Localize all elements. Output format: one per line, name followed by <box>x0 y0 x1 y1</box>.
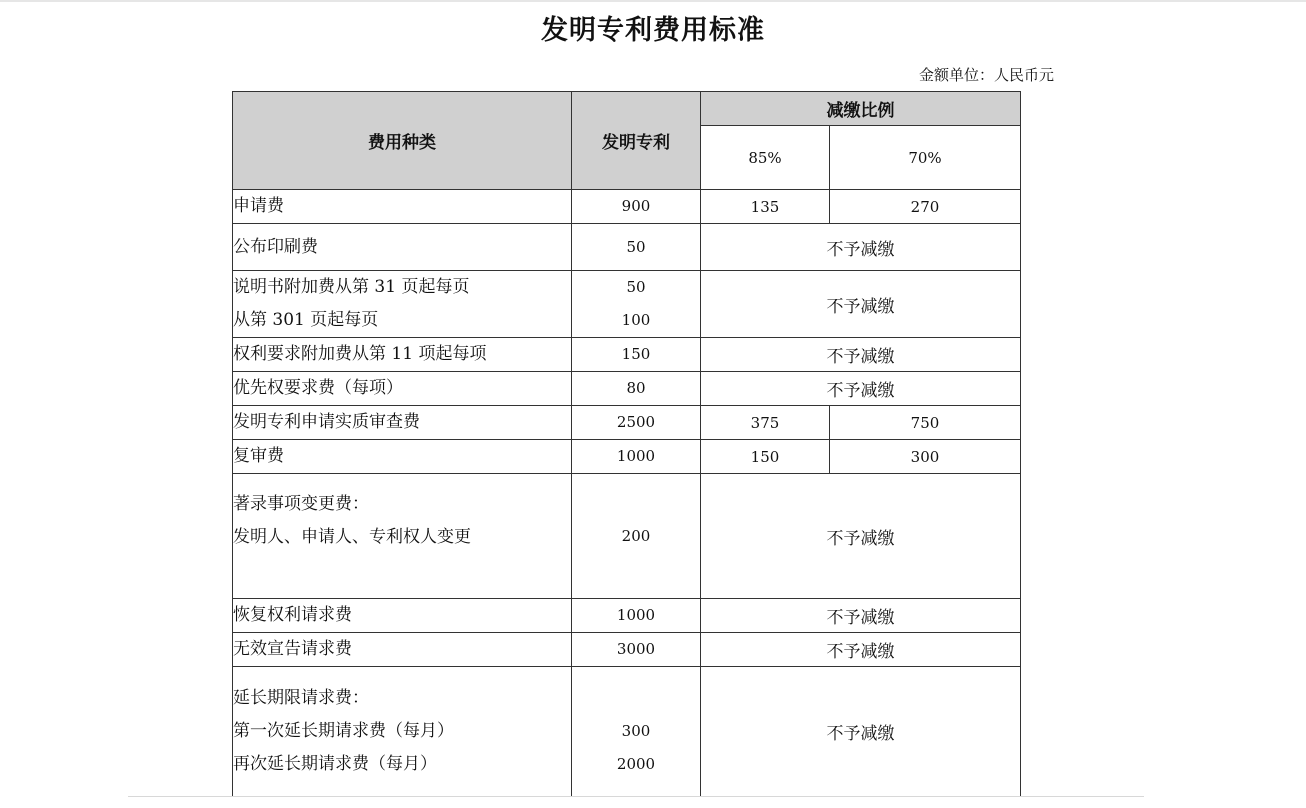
table-row <box>233 474 1021 599</box>
table-row <box>233 633 1021 667</box>
fee-name: 著录事项变更费： 发明人、申请人、专利权人变更 <box>233 474 572 599</box>
fee-table <box>232 91 1021 797</box>
fee-amount: 80 <box>572 372 701 406</box>
fee-amount: 50 <box>572 224 701 271</box>
header-reduction: 减缴比例 <box>701 92 1021 126</box>
bottom-border <box>128 796 1144 797</box>
table-row <box>233 190 1021 224</box>
reduced-70: 270 <box>830 190 1021 224</box>
table-row <box>233 440 1021 474</box>
table-row <box>233 372 1021 406</box>
no-reduction-note: 不予减缴 <box>701 224 1021 271</box>
table-row <box>233 224 1021 271</box>
page-title: 发明专利费用标准 <box>541 15 765 46</box>
currency-unit-label: 金额单位：人民币元 <box>918 66 1054 84</box>
no-reduction-note: 不予减缴 <box>701 667 1021 797</box>
fee-amount: 50 100 <box>572 271 701 338</box>
fee-amount: 900 <box>572 190 701 224</box>
header-pct-70: 70% <box>830 126 1021 190</box>
header-pct-85: 85% <box>701 126 830 190</box>
reduced-85: 150 <box>701 440 830 474</box>
no-reduction-note: 不予减缴 <box>701 599 1021 633</box>
fee-name: 说明书附加费从第 31 页起每页 从第 301 页起每页 <box>233 271 572 338</box>
fee-amount: 3000 <box>572 633 701 667</box>
fee-name: 延长期限请求费： 第一次延长期请求费（每月） 再次延长期请求费（每月） <box>233 667 572 797</box>
fee-amount: 200 <box>572 474 701 599</box>
fee-name: 恢复权利请求费 <box>233 599 572 633</box>
fee-name: 公布印刷费 <box>233 224 572 271</box>
top-border <box>0 0 1306 2</box>
no-reduction-note: 不予减缴 <box>701 633 1021 667</box>
no-reduction-note: 不予减缴 <box>701 338 1021 372</box>
fee-name: 权利要求附加费从第 11 项起每项 <box>233 338 572 372</box>
fee-amount: 2500 <box>572 406 701 440</box>
table-row <box>233 271 1021 338</box>
reduced-70: 750 <box>830 406 1021 440</box>
reduced-85: 375 <box>701 406 830 440</box>
fee-name: 发明专利申请实质审查费 <box>233 406 572 440</box>
fee-amount: 300 2000 <box>572 667 701 797</box>
header-invention: 发明专利 <box>572 92 701 190</box>
fee-amount: 150 <box>572 338 701 372</box>
no-reduction-note: 不予减缴 <box>701 271 1021 338</box>
fee-name: 优先权要求费（每项） <box>233 372 572 406</box>
no-reduction-note: 不予减缴 <box>701 474 1021 599</box>
fee-name: 申请费 <box>233 190 572 224</box>
reduced-70: 300 <box>830 440 1021 474</box>
fee-amount: 1000 <box>572 440 701 474</box>
table-row <box>233 406 1021 440</box>
header-category: 费用种类 <box>233 92 572 190</box>
fee-name: 无效宣告请求费 <box>233 633 572 667</box>
table-row <box>233 338 1021 372</box>
fee-name: 复审费 <box>233 440 572 474</box>
fee-amount: 1000 <box>572 599 701 633</box>
no-reduction-note: 不予减缴 <box>701 372 1021 406</box>
reduced-85: 135 <box>701 190 830 224</box>
table-row <box>233 667 1021 797</box>
table-row <box>233 599 1021 633</box>
